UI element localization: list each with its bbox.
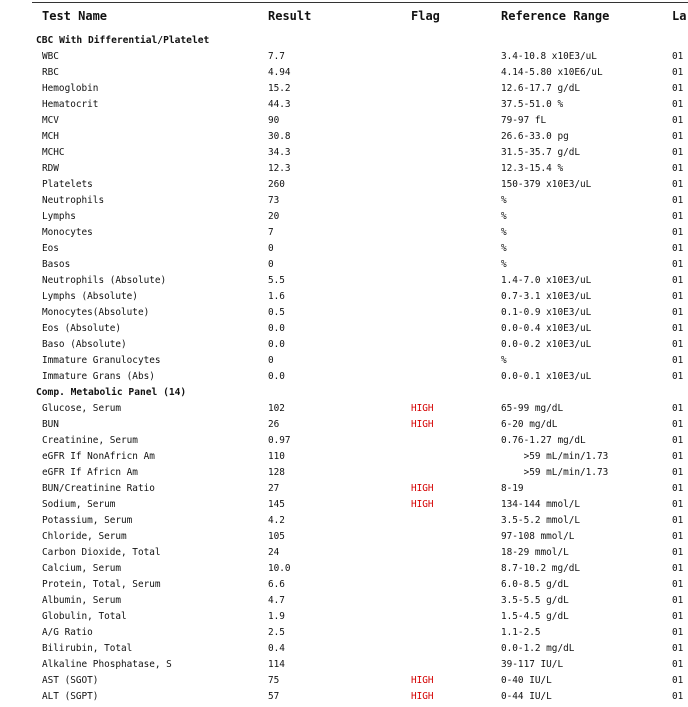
- column-header-row: [0, 9, 688, 29]
- lab-cell: 01: [672, 675, 684, 686]
- test-name-cell: RDW: [42, 163, 59, 174]
- test-name-cell: Globulin, Total: [42, 611, 127, 622]
- result-cell: 145: [268, 499, 285, 510]
- reference-range-cell: 1.4-7.0 x10E3/uL: [501, 275, 592, 286]
- test-name-cell: Creatinine, Serum: [42, 435, 138, 446]
- test-name-cell: Lymphs: [42, 211, 76, 222]
- test-name-cell: MCV: [42, 115, 59, 126]
- lab-cell: 01: [672, 339, 684, 350]
- section-title: CBC With Differential/Platelet: [36, 35, 210, 46]
- column-header-test-name: Test Name: [42, 9, 108, 23]
- table-row: [0, 481, 688, 497]
- reference-range-cell: 150-379 x10E3/uL: [501, 179, 592, 190]
- reference-range-cell: 31.5-35.7 g/dL: [501, 147, 581, 158]
- lab-cell: 01: [672, 419, 684, 430]
- table-row: [0, 529, 688, 545]
- test-name-cell: Bilirubin, Total: [42, 643, 133, 654]
- flag-cell: HIGH: [411, 691, 434, 702]
- test-name-cell: Eos (Absolute): [42, 323, 122, 334]
- table-row: [0, 673, 688, 689]
- table-row: [0, 417, 688, 433]
- lab-cell: 01: [672, 563, 684, 574]
- test-name-cell: Carbon Dioxide, Total: [42, 547, 161, 558]
- flag-cell: HIGH: [411, 675, 434, 686]
- test-name-cell: Immature Granulocytes: [42, 355, 161, 366]
- test-name-cell: BUN: [42, 419, 59, 430]
- result-cell: 0.0: [268, 323, 285, 334]
- test-name-cell: Hematocrit: [42, 99, 99, 110]
- lab-cell: 01: [672, 403, 684, 414]
- result-cell: 26: [268, 419, 280, 430]
- reference-range-cell: 0.7-3.1 x10E3/uL: [501, 291, 592, 302]
- result-cell: 105: [268, 531, 285, 542]
- reference-range-cell: 0-40 IU/L: [501, 675, 552, 686]
- reference-range-cell: 37.5-51.0 %: [501, 99, 564, 110]
- test-name-cell: Monocytes: [42, 227, 93, 238]
- test-name-cell: Neutrophils (Absolute): [42, 275, 167, 286]
- result-cell: 4.94: [268, 67, 291, 78]
- reference-range-cell: 3.4-10.8 x10E3/uL: [501, 51, 597, 62]
- test-name-cell: Immature Grans (Abs): [42, 371, 155, 382]
- table-row: [0, 257, 688, 273]
- table-row: [0, 369, 688, 385]
- test-name-cell: Calcium, Serum: [42, 563, 122, 574]
- reference-range-cell: %: [501, 259, 507, 270]
- table-row: [0, 545, 688, 561]
- reference-range-cell: 134-144 mmol/L: [501, 499, 581, 510]
- table-row: [0, 113, 688, 129]
- table-row: [0, 641, 688, 657]
- result-cell: 0: [268, 259, 274, 270]
- reference-range-cell: 1.1-2.5: [501, 627, 541, 638]
- result-cell: 1.9: [268, 611, 285, 622]
- test-name-cell: A/G Ratio: [42, 627, 93, 638]
- lab-cell: 01: [672, 691, 684, 702]
- result-cell: 260: [268, 179, 285, 190]
- test-name-cell: Protein, Total, Serum: [42, 579, 161, 590]
- lab-cell: 01: [672, 67, 684, 78]
- table-row: [0, 289, 688, 305]
- lab-cell: 01: [672, 275, 684, 286]
- result-cell: 6.6: [268, 579, 285, 590]
- table-row: [0, 321, 688, 337]
- table-row: [0, 593, 688, 609]
- test-name-cell: BUN/Creatinine Ratio: [42, 483, 155, 494]
- table-row: [0, 353, 688, 369]
- section-header: [0, 33, 688, 49]
- test-name-cell: Eos: [42, 243, 59, 254]
- reference-range-cell: 39-117 IU/L: [501, 659, 564, 670]
- result-cell: 10.0: [268, 563, 291, 574]
- results-table: [0, 33, 688, 705]
- column-header-reference-range: Reference Range: [501, 9, 610, 23]
- result-cell: 4.7: [268, 595, 285, 606]
- reference-range-cell: 97-108 mmol/L: [501, 531, 575, 542]
- result-cell: 4.2: [268, 515, 285, 526]
- test-name-cell: Albumin, Serum: [42, 595, 122, 606]
- result-cell: 128: [268, 467, 285, 478]
- test-name-cell: MCH: [42, 131, 59, 142]
- result-cell: 0.97: [268, 435, 291, 446]
- lab-cell: 01: [672, 611, 684, 622]
- table-row: [0, 49, 688, 65]
- test-name-cell: Alkaline Phosphatase, S: [42, 659, 172, 670]
- result-cell: 0.0: [268, 371, 285, 382]
- reference-range-cell: %: [501, 243, 507, 254]
- lab-cell: 01: [672, 595, 684, 606]
- lab-cell: 01: [672, 435, 684, 446]
- lab-cell: 01: [672, 307, 684, 318]
- reference-range-cell: 79-97 fL: [501, 115, 547, 126]
- flag-cell: HIGH: [411, 403, 434, 414]
- result-cell: 15.2: [268, 83, 291, 94]
- lab-cell: 01: [672, 259, 684, 270]
- lab-cell: 01: [672, 547, 684, 558]
- result-cell: 0.4: [268, 643, 285, 654]
- table-row: [0, 241, 688, 257]
- lab-cell: 01: [672, 515, 684, 526]
- reference-range-cell: 3.5-5.2 mmol/L: [501, 515, 581, 526]
- table-row: [0, 193, 688, 209]
- result-cell: 30.8: [268, 131, 291, 142]
- reference-range-cell: >59 mL/min/1.73: [501, 451, 609, 462]
- lab-cell: 01: [672, 163, 684, 174]
- lab-cell: 01: [672, 323, 684, 334]
- table-row: [0, 401, 688, 417]
- result-cell: 24: [268, 547, 280, 558]
- column-header-lab: La: [672, 9, 687, 23]
- reference-range-cell: 4.14-5.80 x10E6/uL: [501, 67, 603, 78]
- table-row: [0, 625, 688, 641]
- lab-cell: 01: [672, 499, 684, 510]
- result-cell: 0: [268, 243, 274, 254]
- lab-cell: 01: [672, 131, 684, 142]
- result-cell: 57: [268, 691, 280, 702]
- table-row: [0, 161, 688, 177]
- test-name-cell: Potassium, Serum: [42, 515, 133, 526]
- reference-range-cell: 12.3-15.4 %: [501, 163, 564, 174]
- test-name-cell: Monocytes(Absolute): [42, 307, 150, 318]
- table-row: [0, 449, 688, 465]
- lab-cell: 01: [672, 147, 684, 158]
- reference-range-cell: 3.5-5.5 g/dL: [501, 595, 569, 606]
- reference-range-cell: 0.76-1.27 mg/dL: [501, 435, 586, 446]
- test-name-cell: Hemoglobin: [42, 83, 99, 94]
- table-row: [0, 609, 688, 625]
- section-title: Comp. Metabolic Panel (14): [36, 387, 187, 398]
- result-cell: 34.3: [268, 147, 291, 158]
- test-name-cell: RBC: [42, 67, 59, 78]
- flag-cell: HIGH: [411, 483, 434, 494]
- lab-cell: 01: [672, 291, 684, 302]
- lab-cell: 01: [672, 627, 684, 638]
- result-cell: 110: [268, 451, 285, 462]
- test-name-cell: ALT (SGPT): [42, 691, 99, 702]
- result-cell: 90: [268, 115, 280, 126]
- reference-range-cell: 0.0-1.2 mg/dL: [501, 643, 575, 654]
- reference-range-cell: 8-19: [501, 483, 524, 494]
- table-row: [0, 273, 688, 289]
- table-row: [0, 337, 688, 353]
- test-name-cell: Sodium, Serum: [42, 499, 116, 510]
- column-header-result: Result: [268, 9, 312, 23]
- reference-range-cell: %: [501, 211, 507, 222]
- result-cell: 12.3: [268, 163, 291, 174]
- table-row: [0, 145, 688, 161]
- result-cell: 44.3: [268, 99, 291, 110]
- test-name-cell: Chloride, Serum: [42, 531, 127, 542]
- reference-range-cell: 26.6-33.0 pg: [501, 131, 569, 142]
- result-cell: 0.5: [268, 307, 285, 318]
- result-cell: 73: [268, 195, 280, 206]
- result-cell: 114: [268, 659, 285, 670]
- reference-range-cell: 0.0-0.4 x10E3/uL: [501, 323, 592, 334]
- reference-range-cell: 6.0-8.5 g/dL: [501, 579, 569, 590]
- table-row: [0, 433, 688, 449]
- reference-range-cell: 0.1-0.9 x10E3/uL: [501, 307, 592, 318]
- test-name-cell: Neutrophils: [42, 195, 105, 206]
- table-row: [0, 225, 688, 241]
- table-row: [0, 513, 688, 529]
- lab-cell: 01: [672, 355, 684, 366]
- result-cell: 2.5: [268, 627, 285, 638]
- flag-cell: HIGH: [411, 419, 434, 430]
- result-cell: 5.5: [268, 275, 285, 286]
- lab-cell: 01: [672, 643, 684, 654]
- reference-range-cell: 0.0-0.1 x10E3/uL: [501, 371, 592, 382]
- table-row: [0, 497, 688, 513]
- lab-cell: 01: [672, 531, 684, 542]
- lab-cell: 01: [672, 243, 684, 254]
- reference-range-cell: 65-99 mg/dL: [501, 403, 564, 414]
- reference-range-cell: %: [501, 195, 507, 206]
- table-row: [0, 561, 688, 577]
- lab-cell: 01: [672, 371, 684, 382]
- result-cell: 27: [268, 483, 280, 494]
- lab-cell: 01: [672, 659, 684, 670]
- flag-cell: HIGH: [411, 499, 434, 510]
- result-cell: 7: [268, 227, 274, 238]
- lab-cell: 01: [672, 179, 684, 190]
- lab-cell: 01: [672, 579, 684, 590]
- result-cell: 75: [268, 675, 280, 686]
- lab-cell: 01: [672, 227, 684, 238]
- reference-range-cell: 0-44 IU/L: [501, 691, 552, 702]
- reference-range-cell: 8.7-10.2 mg/dL: [501, 563, 581, 574]
- reference-range-cell: 6-20 mg/dL: [501, 419, 558, 430]
- table-row: [0, 129, 688, 145]
- table-row: [0, 65, 688, 81]
- table-row: [0, 81, 688, 97]
- reference-range-cell: 18-29 mmol/L: [501, 547, 569, 558]
- result-cell: 7.7: [268, 51, 285, 62]
- test-name-cell: Basos: [42, 259, 71, 270]
- test-name-cell: Glucose, Serum: [42, 403, 122, 414]
- table-row: [0, 209, 688, 225]
- table-row: [0, 305, 688, 321]
- lab-cell: 01: [672, 83, 684, 94]
- table-row: [0, 177, 688, 193]
- table-row: [0, 657, 688, 673]
- result-cell: 20: [268, 211, 280, 222]
- test-name-cell: Lymphs (Absolute): [42, 291, 138, 302]
- lab-cell: 01: [672, 211, 684, 222]
- lab-cell: 01: [672, 451, 684, 462]
- top-rule: [32, 2, 688, 3]
- test-name-cell: AST (SGOT): [42, 675, 99, 686]
- test-name-cell: MCHC: [42, 147, 65, 158]
- result-cell: 0: [268, 355, 274, 366]
- result-cell: 102: [268, 403, 285, 414]
- lab-cell: 01: [672, 51, 684, 62]
- test-name-cell: Baso (Absolute): [42, 339, 127, 350]
- reference-range-cell: 12.6-17.7 g/dL: [501, 83, 581, 94]
- reference-range-cell: 1.5-4.5 g/dL: [501, 611, 569, 622]
- lab-cell: 01: [672, 99, 684, 110]
- result-cell: 0.0: [268, 339, 285, 350]
- lab-cell: 01: [672, 483, 684, 494]
- table-row: [0, 465, 688, 481]
- table-row: [0, 577, 688, 593]
- test-name-cell: eGFR If NonAfricn Am: [42, 451, 155, 462]
- reference-range-cell: 0.0-0.2 x10E3/uL: [501, 339, 592, 350]
- table-row: [0, 97, 688, 113]
- lab-cell: 01: [672, 195, 684, 206]
- reference-range-cell: %: [501, 227, 507, 238]
- reference-range-cell: >59 mL/min/1.73: [501, 467, 609, 478]
- result-cell: 1.6: [268, 291, 285, 302]
- test-name-cell: eGFR If Africn Am: [42, 467, 138, 478]
- reference-range-cell: %: [501, 355, 507, 366]
- lab-cell: 01: [672, 467, 684, 478]
- section-header: [0, 385, 688, 401]
- test-name-cell: Platelets: [42, 179, 93, 190]
- test-name-cell: WBC: [42, 51, 59, 62]
- table-row: [0, 689, 688, 705]
- column-header-flag: Flag: [411, 9, 440, 23]
- lab-cell: 01: [672, 115, 684, 126]
